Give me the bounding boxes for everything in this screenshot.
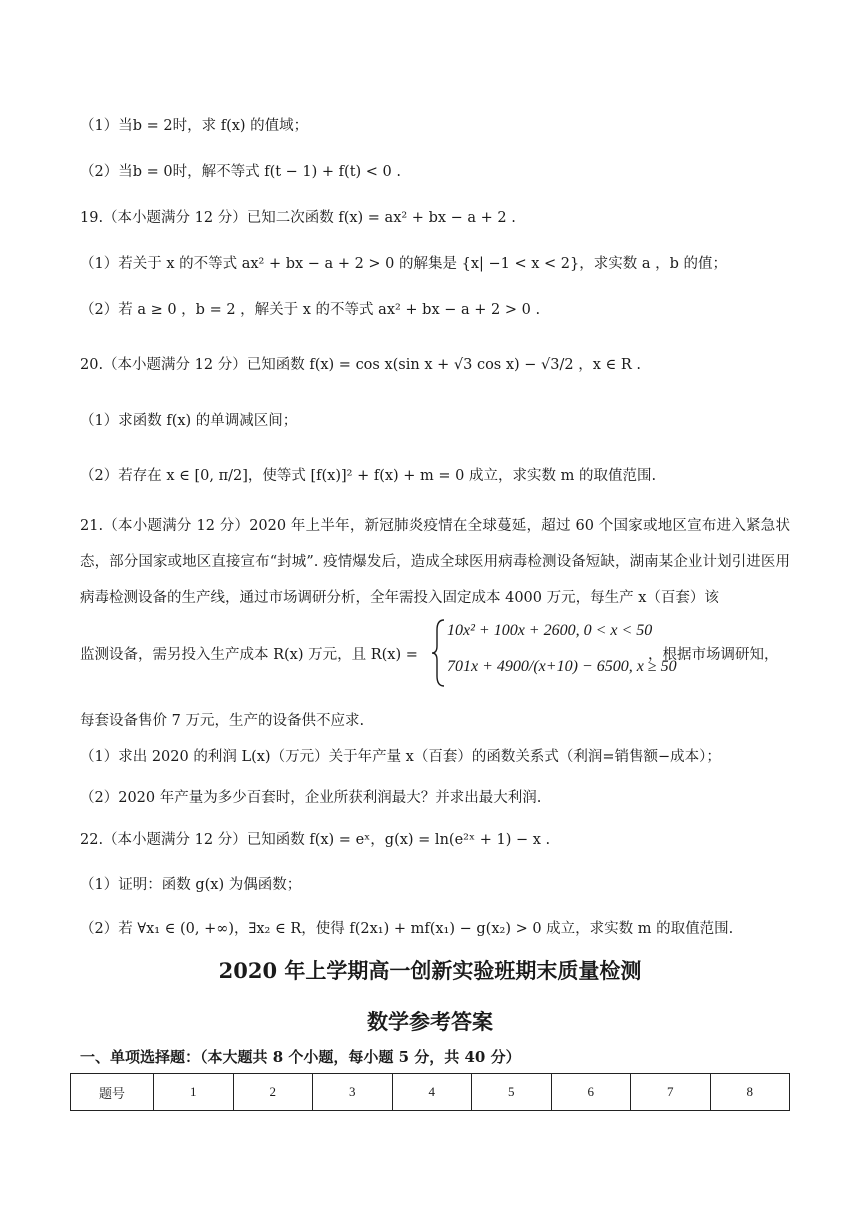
- q18-part2: （2）当b = 0时，解不等式 f(t − 1) + f(t) < 0 .: [80, 164, 401, 180]
- q22-heading: 22.（本小题满分 12 分）已知函数 f(x) = eˣ，g(x) = ln(e²ˣ + 1) − x .: [80, 832, 551, 848]
- q19-heading: 19.（本小题满分 12 分）已知二次函数 f(x) = ax² + bx − a + 2 .: [80, 210, 516, 226]
- q19-part1: （1）若关于 x 的不等式 ax² + bx − a + 2 > 0 的解集是 {x| −1 < x < 2}，求实数 a ，b 的值；: [80, 256, 727, 272]
- table-row: [71, 1074, 790, 1111]
- q22-part1: （1）证明：函数 g(x) 为偶函数；: [80, 877, 302, 893]
- q21-price: 每套设备售价 7 万元，生产的设备供不应求.: [80, 713, 365, 729]
- q21-case-1: 10x² + 100x + 2600, 0 < x < 50: [447, 622, 653, 639]
- q20-part1: （1）求函数 f(x) 的单调减区间；: [80, 413, 298, 429]
- table-cell: 7: [631, 1074, 711, 1111]
- q21-case-2: 701x + 4900/(x+10) − 6500, x ≥ 50: [447, 658, 677, 675]
- table-cell: 3: [313, 1074, 393, 1111]
- q18-part1: （1）当b = 2时，求 f(x) 的值域；: [80, 118, 309, 134]
- q21-cost-tail: ，根据市场调研知，: [648, 647, 779, 663]
- q21-part2: （2）2020 年产量为多少百套时，企业所获利润最大？并求出最大利润.: [80, 790, 542, 806]
- q20-heading: 20.（本小题满分 12 分）已知函数 f(x) = cos x(sin x + √3 cos x) − √3/2 ，x ∈ R .: [80, 357, 641, 373]
- table-cell: 2: [233, 1074, 313, 1111]
- answer-table: [70, 1073, 790, 1111]
- table-cell: 4: [392, 1074, 472, 1111]
- q21-part1: （1）求出 2020 的利润 L(x)（万元）关于年产量 x（百套）的函数关系式（利润=销售额−成本）；: [80, 749, 721, 765]
- table-cell: 8: [710, 1074, 790, 1111]
- table-cell: 1: [154, 1074, 234, 1111]
- answer-title: 2020 年上学期高一创新实验班期末质量检测: [218, 958, 642, 983]
- table-cell: 6: [551, 1074, 631, 1111]
- table-cell: 5: [472, 1074, 552, 1111]
- q22-part2: （2）若 ∀x₁ ∈ (0, +∞)，∃x₂ ∈ R，使得 f(2x₁) + mf(x₁) − g(x₂) > 0 成立，求实数 m 的取值范围.: [80, 921, 734, 937]
- q19-part2: （2）若 a ≥ 0 ，b = 2 ，解关于 x 的不等式 ax² + bx − a + 2 > 0 .: [80, 302, 541, 318]
- q20-part2: （2）若存在 x ∈ [0, π/2]，使等式 [f(x)]² + f(x) + m = 0 成立，求实数 m 的取值范围.: [80, 468, 657, 484]
- table-cell: 题号: [71, 1074, 154, 1111]
- answer-subtitle: 数学参考答案: [367, 1009, 493, 1034]
- q21-cost-lead: 监测设备，需另投入生产成本 R(x) 万元，且 R(x) =: [80, 647, 418, 663]
- q21-paragraph: 21.（本小题满分 12 分）2020 年上半年，新冠肺炎疫情在全球蔓延，超过 60 个国家或地区宣布进入紧急状态，部分国家或地区直接宣布“封城”. 疫情爆发后，造成全球医用病毒检测设备短缺，湖南某企业计划引进医用病毒检测设备的生产线，通过市场调研分析，全年需投入固定成本 4000 万元，每生产 x（百套）该: [80, 518, 790, 606]
- section-heading: 一、单项选择题：（本大题共 8 个小题，每小题 5 分，共 40 分）: [80, 1048, 521, 1066]
